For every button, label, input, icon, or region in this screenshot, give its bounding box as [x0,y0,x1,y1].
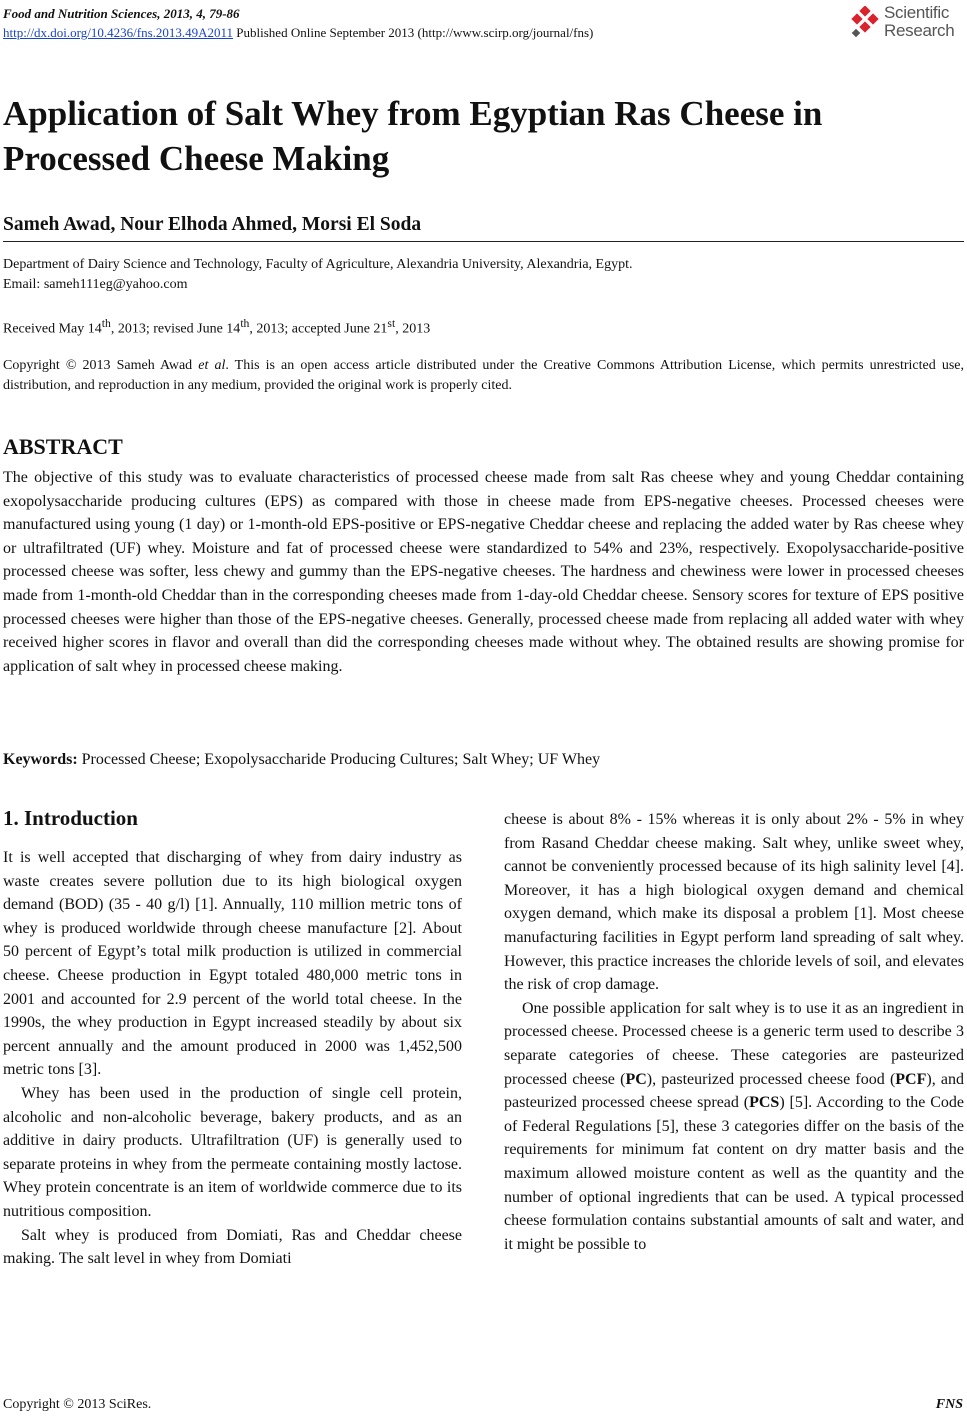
logo-line-2: Research [884,21,955,40]
published-info: Published Online September 2013 (http://www.scirp.org/journal/fns) [233,25,594,40]
abstract-heading: ABSTRACT [3,434,123,459]
section-heading-introduction: 1. Introduction [3,806,138,830]
article-title: Application of Salt Whey from Egyptian Ras Cheese in Processed Cheese Making [3,94,823,178]
journal-name: Food and Nutrition Sciences [3,6,158,21]
publisher-logo-icon [851,6,881,38]
body-column-right [504,808,964,1256]
journal-volume: , 2013, 4, 79-86 [157,6,240,21]
authors: Sameh Awad, Nour Elhoda Ahmed, Morsi El Soda [3,214,422,235]
email: Email: sameh111eg@yahoo.com [3,277,188,292]
doi-link[interactable]: http://dx.doi.org/10.4236/fns.2013.49A2011 [3,25,234,40]
keywords-label: Keywords: [3,751,78,768]
affiliation: Department of Dairy Science and Technology, Faculty of Agriculture, Alexandria University, Alexandria, Egypt. [3,257,633,272]
intro-paragraph-1: It is well accepted that discharging of whey from dairy industry as waste creates severe pollution due to its high biological oxygen demand (BOD) (35 - 40 g/l) [1]. Annually, 110 million metric tons of whey is produced worldwide through cheese manufacture [2]. About 50 percent of Egypt’s total milk production is utilized in commercial cheese. Cheese production in Egypt totaled 480,000 metric tons in 2001 and accounted for 2.9 percent of the world total cheese. In the 1990s, the whey production in Egypt increased steadily by about six percent annually and the amount produced in 2000 was 1,452,500 metric tons [3]. [3,849,462,1079]
footer-journal: FNS [935,1397,963,1412]
keywords [3,748,600,772]
running-header [3,4,593,42]
intro-paragraph-4: cheese is about 8% - 15% whereas it is only about 2% - 5% in whey from Rasand Cheddar cheese making. Salt whey, unlike sweet whey, cannot be conveniently processed because of its high salinity level [4]. Moreover, it has a high biological oxygen demand and chemical oxygen demand, which make its disposal a problem [1]. Most cheese manufacturing facilities in Egypt perform land spreading of salt whey. However, this practice increases the chloride levels of soil, and elevates the risk of crop damage. [504,811,964,994]
copyright-notice: Copyright © 2013 Sameh Awad et al. This is an open access article distributed under the Creative Commons Attribution License, which permits unrestricted use, distribution, and reproduction in any medium, provided the original work is properly cited. [3,358,964,393]
title-divider [3,241,964,242]
abstract-text: The objective of this study was to evaluate characteristics of processed cheese made from salt Ras cheese whey and young Cheddar containing exopolysaccharide producing cultures (EPS) as compared with those in cheese made from EPS-negative cheeses. Processed cheeses were manufactured using young (1 day) or 1-month-old EPS-positive or EPS-negative Cheddar cheese and replacing the added water by Ras cheese whey or ultrafiltrated (UF) whey. Moisture and fat of processed cheese were standardized to 54% and 23%, respectively. Exopolysaccharide-positive processed cheese was softer, less chewy and gummy than the EPS-negative cheeses. The hardness and chewiness were lower in processed cheeses made from 1-month-old Cheddar than in the corresponding cheeses made from 1-day-old Cheddar cheese. Sensory scores for texture of EPS positive processed cheeses were higher than those of the EPS-negative cheeses. Generally, processed cheese made from replacing all added water with whey received higher scores in flavor and overall than did the corresponding cheeses made without whey. The obtained results are showing promise for application of salt whey in processed cheese making. [3,469,964,675]
journal-line [3,4,593,23]
doi-line [3,23,593,42]
intro-paragraph-5: One possible application for salt whey is to use it as an ingredient in processed cheese. Processed cheese is a generic term used to describe 3 separate categories of cheese. These categories are pasteurized processed cheese (PC), pasteurized processed cheese food (PCF), and pasteurized processed cheese spread (PCS) [5]. According to the Code of Federal Regulations [5], these 3 categories differ on the basis of the requirements for minimum fat content on dry matter basis and the maximum allowed moisture content as well as the quantity and the number of optional ingredients that can be used. A typical processed cheese formulation contains substantial amounts of salt and water, and it might be possible to [504,999,965,1253]
logo-line-1: Scientific [884,3,950,22]
publisher-logo-text [884,4,954,40]
footer-copyright: Copyright © 2013 SciRes. [3,1397,152,1412]
keywords-list: Processed Cheese; Exopolysaccharide Producing Cultures; Salt Whey; UF Whey [77,751,601,768]
intro-paragraph-2: Whey has been used in the production of single cell protein, alcoholic and non-alcoholic beverage, bakery products, and as an additive in dairy products. Ultrafiltration (UF) is generally used to separate proteins in whey from the permeate containing mostly lactose. Whey protein concentrate is an item of worldwide commerce due to its nutritious composition. [3,1084,462,1220]
intro-paragraph-3: Salt whey is produced from Domiati, Ras and Cheddar cheese making. The salt level in whey from Domiati [3,1226,462,1268]
received-dates: Received May 14th, 2013; revised June 14th, 2013; accepted June 21st, 2013 [3,317,431,337]
publisher-logo [851,4,963,42]
body-column-left [3,846,462,1271]
